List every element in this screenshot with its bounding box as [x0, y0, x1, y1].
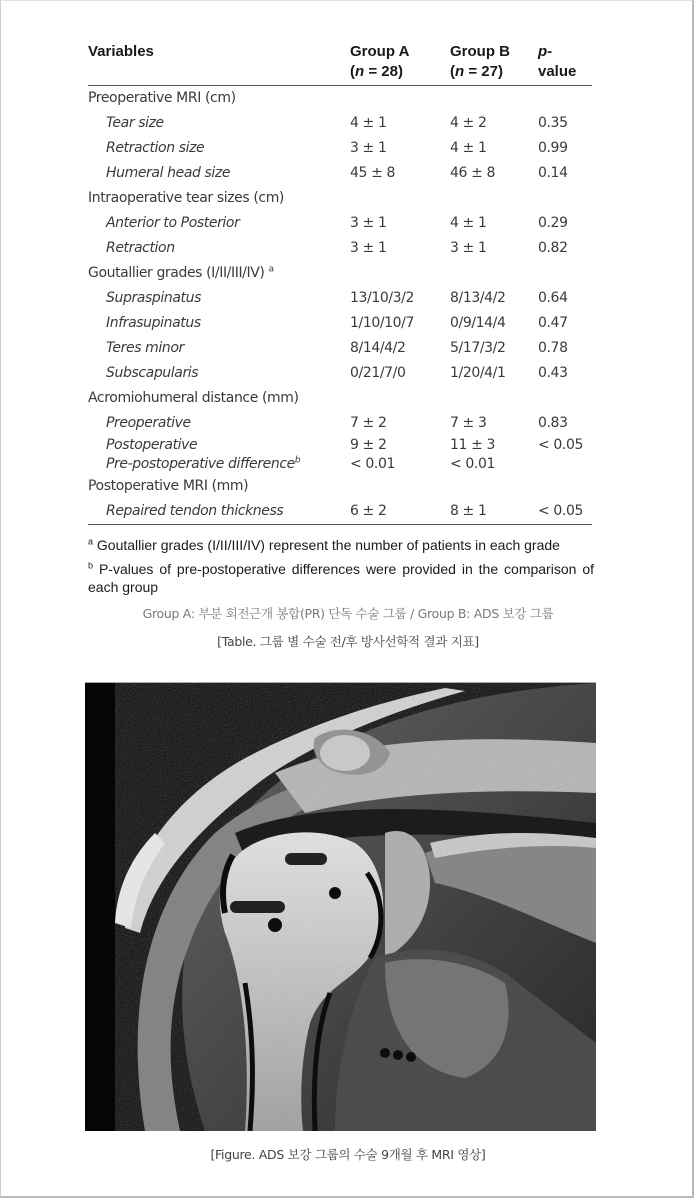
row-label-text: Pre-postoperative difference [106, 456, 295, 472]
table-row [88, 211, 592, 236]
group-a-value-text: 0/21/7/0 [350, 365, 406, 381]
header-p-value-line1: p- [538, 43, 553, 60]
p-value [538, 361, 592, 386]
group-b-value [450, 311, 538, 336]
header-group-b: Group B (n = 27) [450, 40, 538, 86]
row-label-text: Repaired tendon thickness [106, 503, 284, 519]
group-a-value [350, 411, 450, 436]
row-label-text: Retraction size [106, 140, 205, 156]
table-row [88, 236, 592, 261]
group-b-value-text: 4 ± 2 [450, 115, 487, 131]
footnote-a [88, 536, 594, 554]
group-b-value [450, 411, 538, 436]
group-b-value-text: 8/13/4/2 [450, 290, 506, 306]
row-label-text: Humeral head size [106, 165, 231, 181]
section-title-text: Goutallier grades (I/II/III/IV) [88, 265, 265, 281]
row-label-text: Supraspinatus [106, 290, 201, 306]
footnote-marker: a [268, 264, 274, 275]
results-table-container [88, 40, 592, 525]
group-a-value-text: 7 ± 2 [350, 415, 387, 431]
table-row [88, 111, 592, 136]
table-row [88, 336, 592, 361]
table-header-row [88, 40, 592, 86]
row-label [88, 161, 350, 186]
row-label [88, 311, 350, 336]
group-b-value-text: 0/9/14/4 [450, 315, 506, 331]
table-row [88, 436, 592, 455]
group-b-value [450, 455, 538, 474]
group-a-value [350, 111, 450, 136]
group-a-value [350, 455, 450, 474]
p-value [538, 111, 592, 136]
footnote-a-marker: a [88, 536, 94, 547]
results-table [88, 40, 592, 525]
header-group-a: Group A (n = 28) [350, 40, 450, 86]
p-value-text: 0.29 [538, 215, 568, 231]
group-a-value-text: 9 ± 2 [350, 437, 387, 453]
section-title [88, 474, 592, 499]
p-value [538, 236, 592, 261]
group-a-value-text: 13/10/3/2 [350, 290, 414, 306]
p-value [538, 311, 592, 336]
group-b-value [450, 136, 538, 161]
table-caption: [Table. 그룹 별 수술 전/후 방사선학적 결과 지표] [217, 634, 479, 649]
group-a-value [350, 311, 450, 336]
p-value [538, 136, 592, 161]
section-title-text: Postoperative MRI (mm) [88, 478, 249, 494]
footnotes [88, 536, 594, 602]
section-title-text: Acromiohumeral distance (mm) [88, 390, 299, 406]
row-label-text: Teres minor [106, 340, 184, 356]
p-value-text: < 0.05 [538, 437, 583, 453]
section-title-text: Intraoperative tear sizes (cm) [88, 190, 284, 206]
section-row [88, 261, 592, 286]
table-row [88, 311, 592, 336]
table-row [88, 455, 592, 474]
group-legend: Group A: 부분 회전근개 봉합(PR) 단독 수술 그룹 / Group B: ADS 보강 그룹 [142, 606, 554, 621]
row-label-text: Infrasupinatus [106, 315, 201, 331]
group-b-value [450, 286, 538, 311]
section-title-text: Preoperative MRI (cm) [88, 90, 236, 106]
group-a-value-text: 3 ± 1 [350, 140, 387, 156]
group-a-value-text: 8/14/4/2 [350, 340, 406, 356]
group-b-value-text: 7 ± 3 [450, 415, 487, 431]
group-a-value-text: 4 ± 1 [350, 115, 387, 131]
group-b-value-text: 4 ± 1 [450, 140, 487, 156]
group-b-value [450, 211, 538, 236]
group-a-value [350, 161, 450, 186]
footnote-marker: b [294, 455, 301, 466]
section-title [88, 86, 592, 112]
row-label-text: Anterior to Posterior [106, 215, 240, 231]
group-b-value-text: 3 ± 1 [450, 240, 487, 256]
group-a-value-text: 6 ± 2 [350, 503, 387, 519]
group-b-value [450, 111, 538, 136]
footnote-b-text: P-values of pre-postoperative differences were provided in the comparison of each group [88, 561, 594, 595]
p-value [538, 336, 592, 361]
footnote-a-text: Goutallier grades (I/II/III/IV) represent the number of patients in each grade [96, 537, 560, 553]
group-b-value-text: 8 ± 1 [450, 503, 487, 519]
row-label [88, 111, 350, 136]
table-row [88, 411, 592, 436]
row-label [88, 136, 350, 161]
row-label [88, 411, 350, 436]
group-b-value-text: 1/20/4/1 [450, 365, 506, 381]
section-row [88, 474, 592, 499]
header-group-b-n-label: n [455, 63, 465, 80]
row-label [88, 236, 350, 261]
p-value [538, 411, 592, 436]
header-group-a-n: 28 [381, 63, 398, 80]
group-a-value [350, 286, 450, 311]
section-title [88, 386, 592, 411]
footnote-b-marker: b [88, 560, 94, 571]
row-label [88, 336, 350, 361]
group-a-value [350, 236, 450, 261]
row-label [88, 361, 350, 386]
row-label-text: Preoperative [106, 415, 191, 431]
p-value-text: 0.78 [538, 340, 568, 356]
group-b-value [450, 361, 538, 386]
group-a-value [350, 436, 450, 455]
p-value-text: 0.47 [538, 315, 568, 331]
table-row [88, 361, 592, 386]
p-value [538, 499, 592, 525]
group-b-value [450, 236, 538, 261]
row-label [88, 455, 350, 474]
header-variables-text: Variables [88, 43, 154, 60]
p-value [538, 211, 592, 236]
group-b-value-text: 46 ± 8 [450, 165, 495, 181]
row-label-text: Postoperative [106, 437, 198, 453]
header-group-a-label: Group A [350, 43, 410, 60]
group-a-value [350, 361, 450, 386]
group-a-value-text: 1/10/10/7 [350, 315, 414, 331]
group-a-value [350, 211, 450, 236]
group-a-value-text: 45 ± 8 [350, 165, 395, 181]
shoulder-mri-illustration [85, 683, 596, 1131]
row-label-text: Tear size [106, 115, 164, 131]
p-value-text: 0.83 [538, 415, 568, 431]
table-row [88, 499, 592, 525]
group-b-value [450, 436, 538, 455]
table-row [88, 136, 592, 161]
group-a-value [350, 336, 450, 361]
footnote-b [88, 560, 594, 596]
group-b-value [450, 161, 538, 186]
p-value [538, 286, 592, 311]
p-value-text: 0.99 [538, 140, 568, 156]
header-group-b-label: Group B [450, 43, 510, 60]
group-a-value [350, 499, 450, 525]
row-label [88, 499, 350, 525]
p-value [538, 161, 592, 186]
header-group-a-n-label: n [355, 63, 365, 80]
table-row [88, 161, 592, 186]
p-value-text: 0.43 [538, 365, 568, 381]
group-b-value [450, 499, 538, 525]
group-b-value-text: 5/17/3/2 [450, 340, 506, 356]
table-body [88, 86, 592, 525]
header-p-value [538, 40, 592, 86]
p-value-text: 0.64 [538, 290, 568, 306]
row-label-text: Retraction [106, 240, 175, 256]
p-value-text: < 0.05 [538, 503, 583, 519]
group-b-value [450, 336, 538, 361]
group-a-value [350, 136, 450, 161]
section-row [88, 186, 592, 211]
row-label-text: Subscapularis [106, 365, 199, 381]
p-value-text: 0.82 [538, 240, 568, 256]
p-value [538, 436, 592, 455]
table-row [88, 286, 592, 311]
section-row [88, 86, 592, 112]
group-a-value-text: 3 ± 1 [350, 240, 387, 256]
group-b-value-text: < 0.01 [450, 456, 495, 472]
header-group-b-n: 27 [481, 63, 498, 80]
p-value-text: 0.35 [538, 115, 568, 131]
p-value-text: 0.14 [538, 165, 568, 181]
section-title [88, 261, 592, 286]
header-p-value-line2: value [538, 63, 577, 80]
p-value [538, 455, 592, 474]
group-b-value-text: 11 ± 3 [450, 437, 495, 453]
row-label [88, 211, 350, 236]
row-label [88, 436, 350, 455]
section-row [88, 386, 592, 411]
mri-image [85, 682, 596, 1131]
group-a-value-text: < 0.01 [350, 456, 395, 472]
figure-caption: [Figure. ADS 보강 그룹의 수술 9개월 후 MRI 영상] [210, 1147, 486, 1162]
group-b-value-text: 4 ± 1 [450, 215, 487, 231]
group-a-value-text: 3 ± 1 [350, 215, 387, 231]
header-variables [88, 40, 350, 86]
section-title [88, 186, 592, 211]
row-label [88, 286, 350, 311]
